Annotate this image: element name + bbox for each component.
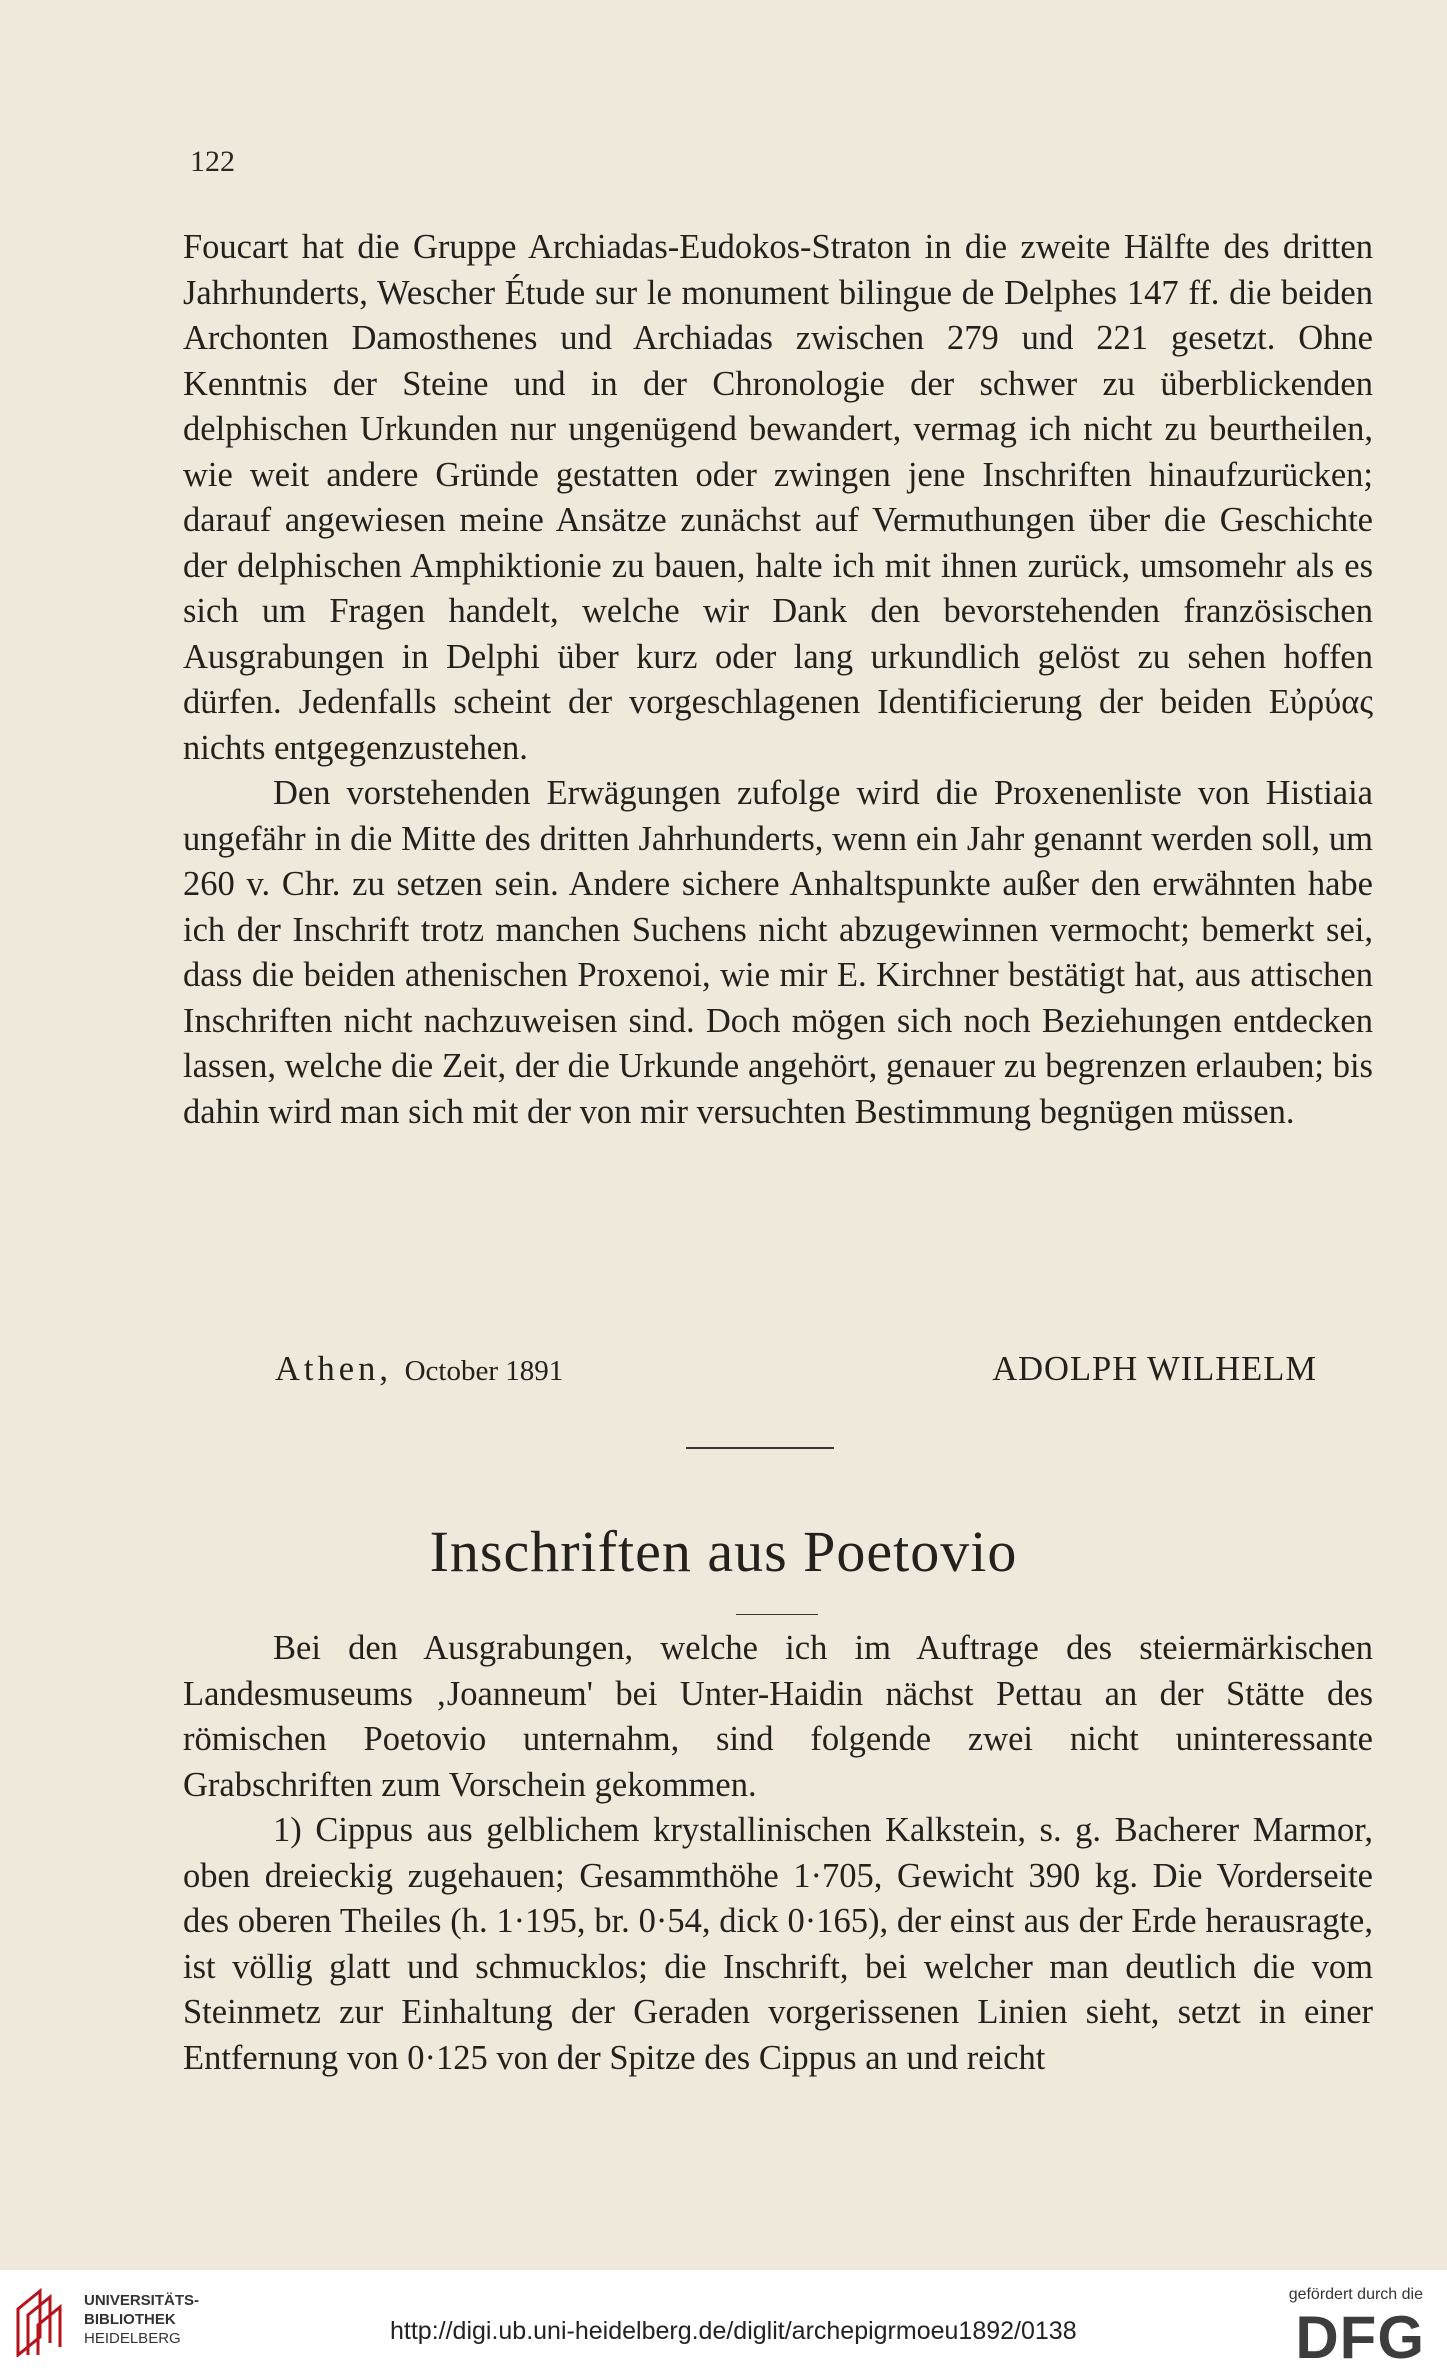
signature-date: October 1891 xyxy=(404,1355,564,1387)
signature-place: Athen, xyxy=(275,1350,392,1388)
section-divider xyxy=(686,1447,834,1449)
institution-name xyxy=(84,2291,199,2348)
signature-place-date xyxy=(275,1350,563,1389)
page-number: 122 xyxy=(190,145,235,178)
institution-line: BIBLIOTHEK xyxy=(84,2311,176,2328)
funding-caption: gefördert durch die xyxy=(1288,2286,1423,2303)
dfg-logo-icon: DFG xyxy=(1295,2304,1425,2371)
paragraph: Den vorstehenden Erwägungen zufolge wird die Proxenenliste von Histiaia ungefähr in die Mitte des dritten Jahrhunderts, wenn ein Jahr genannt werden soll, um 260 v. Chr. zu setzen sein. Andere sichere Anhaltspunkte außer den erwähnten habe ich der Inschrift trotz manchen Suchens nicht abzugewinnen vermocht; bemerkt sei, dass die beiden athenischen Proxenoi, wie mir E. Kirchner bestätigt hat, aus attischen Inschriften nicht nachzuweisen sind. Doch mögen sich noch Beziehungen entdecken lassen, welche die Zeit, der die Urkunde angehört, genauer zu begrenzen erlauben; bis dahin wird man sich mit der von mir versuchten Bestimmung begnügen müssen. xyxy=(183,774,1373,1131)
university-library-logo-icon xyxy=(14,2285,68,2357)
new-article-text xyxy=(183,1626,1373,2081)
paragraph: 1) Cippus aus gelblichem krystallinischen Kalkstein, s. g. Bacherer Marmor, oben dreieckig zugehauen; Gesammthöhe 1·705, Gewicht 390 kg. Die Vorderseite des oberen Theiles (h. 1·195, br. 0·54, dick 0·165), der einst aus der Erde herausragte, ist völlig glatt und schmucklos; die Inschrift, bei welcher man deutlich die vom Steinmetz zur Einhaltung der Geraden vorgerissenen Linien sieht, setzt in einer Entfernung von 0·125 von der Spitze des Cippus an und reicht xyxy=(183,1811,1373,2077)
section-title: Inschriften aus Poetovio xyxy=(429,1519,1018,1584)
paragraph: Bei den Ausgrabungen, welche ich im Auftrage des steiermärkischen Landesmuseums ‚Joanneum' bei Unter-Haidin nächst Pettau an der Stätte des römischen Poetovio unternahm, sind folgende zwei nicht uninteressante Grabschriften zum Vorschein gekommen. xyxy=(183,1629,1373,1804)
article-end-text xyxy=(183,225,1373,1135)
permalink-url[interactable]: http://digi.ub.uni-heidelberg.de/diglit/archepigrmoeu1892/0138 xyxy=(390,2317,1077,2345)
title-underline xyxy=(736,1614,818,1615)
signature-author: ADOLPH WILHELM xyxy=(992,1350,1317,1388)
paragraph: Foucart hat die Gruppe Archiadas-Eudokos-Straton in die zweite Hälfte des dritten Jahrhunderts, Wescher Étude sur le monument bilingue de Delphes 147 ff. die beiden Archonten Damosthenes und Archiadas zwischen 279 und 221 gesetzt. Ohne Kenntnis der Steine und in der Chronologie der schwer zu überblickenden delphischen Urkunden nur ungenügend bewandert, vermag ich nicht zu beurtheilen, wie weit andere Gründe gestatten oder zwingen jene Inschriften hinaufzurücken; darauf angewiesen meine Ansätze zunächst auf Vermuthungen über die Geschichte der delphischen Amphiktionie zu bauen, halte ich mit ihnen zurück, umsomehr als es sich um Fragen handelt, welche wir Dank den bevorstehenden französischen Ausgrabungen in Delphi über kurz oder lang urkundlich gelöst zu sehen hoffen dürfen. Jedenfalls scheint der vorgeschlagenen Identificierung der beiden Εὐρύας nichts entgegenzustehen. xyxy=(183,228,1373,767)
institution-line: HEIDELBERG xyxy=(84,2330,181,2347)
institution-line: UNIVERSITÄTS- xyxy=(84,2292,200,2309)
